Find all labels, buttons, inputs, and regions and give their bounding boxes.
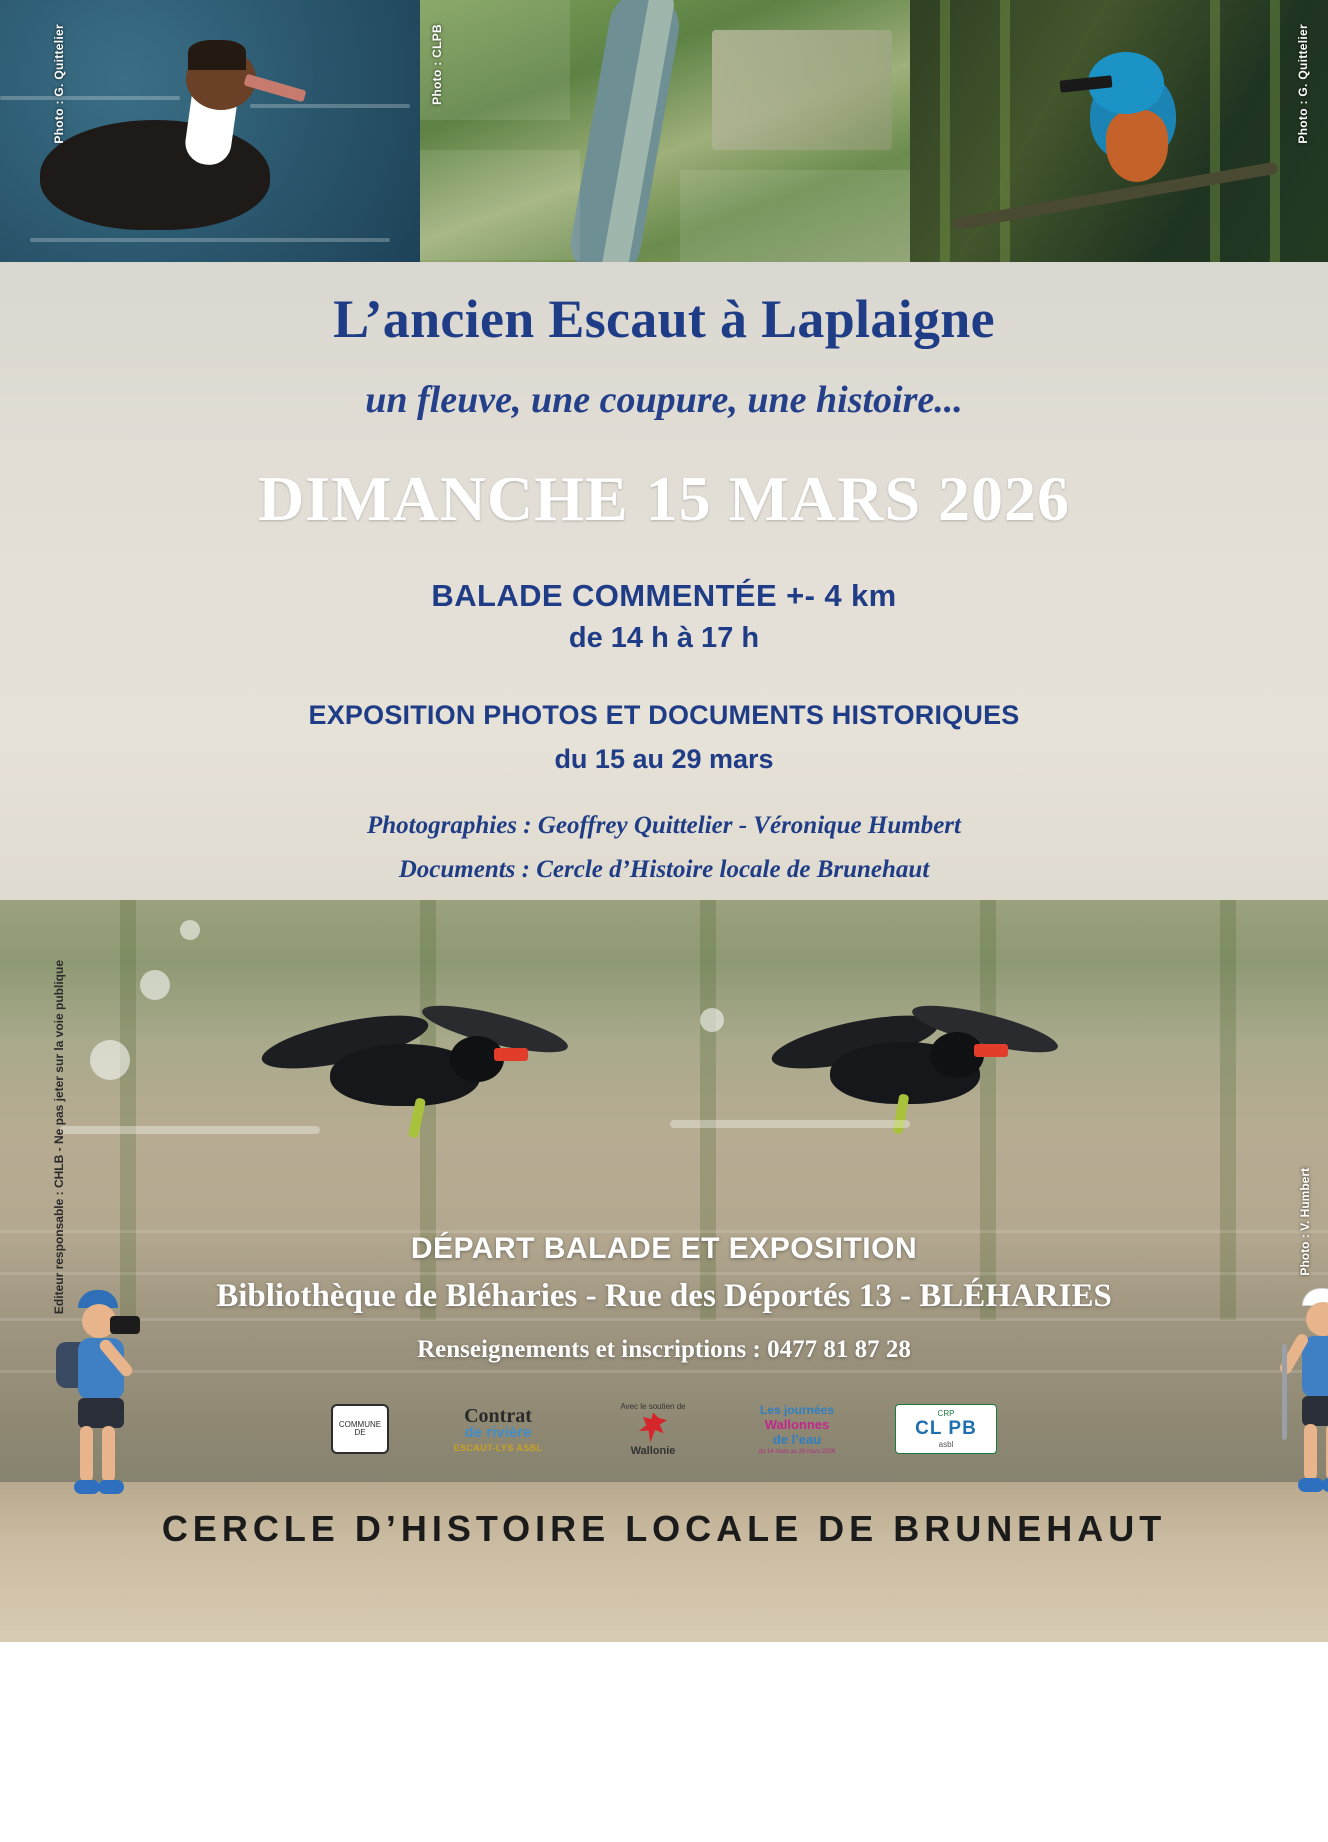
logo-contrat-de-riviere [423, 1405, 573, 1453]
reed-shape [1000, 0, 1010, 262]
walk-time: de 14 h à 17 h [568, 622, 760, 654]
photo-aerial-river [420, 0, 910, 262]
splash-drop [90, 1040, 130, 1080]
field-shape [420, 150, 580, 260]
splash-line [670, 1120, 910, 1128]
jwe-line4: du 14 mars au 29 mars 2026 [758, 1449, 836, 1455]
wallonie-label: Wallonie [630, 1444, 676, 1457]
reed-shape [1210, 0, 1220, 262]
top-photo-strip [0, 0, 1328, 262]
exposition-title: EXPOSITION PHOTOS ET DOCUMENTS HISTORIQUES [308, 700, 1020, 730]
reed-shape [940, 0, 950, 262]
water-sheen [0, 1370, 1328, 1373]
wallonie-support-text: Avec le soutien de [620, 1401, 686, 1411]
reed-shape [1270, 0, 1280, 262]
jwe-line3: de l’eau [772, 1432, 822, 1447]
shoe-shape [74, 1480, 100, 1494]
jwe-line2: Wallonnes [764, 1417, 830, 1432]
leg-shape [102, 1426, 115, 1482]
contrat-line2: de rivière [464, 1424, 532, 1441]
binoculars-icon [110, 1316, 140, 1334]
footer-white-band [0, 1642, 1328, 1842]
credit-documents: Documents : Cercle d’Histoire locale de Brunehaut [398, 856, 930, 883]
rooster-icon [639, 1413, 667, 1443]
shorts-shape [1302, 1396, 1328, 1426]
clpb-line1: CRP [937, 1409, 955, 1418]
water-sheen [0, 1318, 1328, 1321]
contrat-line3: ESCAUT-LYS ASBL [453, 1443, 543, 1453]
logo-commune-line1: COMMUNE DE [338, 1419, 382, 1437]
photo-credit-bottom-right: Photo : V. Humbert [1298, 1168, 1312, 1276]
poster-subtitle: un fleuve, une coupure, une histoire... [365, 379, 963, 421]
clpb-line3: asbl [938, 1440, 954, 1449]
logo-clpb [895, 1404, 997, 1454]
kingfisher-belly-shape [1106, 110, 1168, 182]
contrat-line1: Contrat [464, 1405, 532, 1427]
logo-wallonie [607, 1402, 699, 1457]
moorhen-beak-shape [974, 1044, 1008, 1057]
logo-row [0, 1386, 1328, 1472]
moorhen-beak-shape [494, 1048, 528, 1061]
ripple-line [30, 238, 390, 242]
ripple-line [0, 96, 180, 100]
splash-line [60, 1126, 320, 1134]
photo-credit-top-center: Photo : CLPB [430, 24, 444, 105]
leg-shape [80, 1426, 93, 1482]
ripple-line [250, 104, 410, 108]
village-shape [712, 30, 892, 150]
splash-drop [140, 970, 170, 1000]
shoe-shape [1298, 1478, 1324, 1492]
footer-band [0, 1482, 1328, 1642]
footer-organization: CERCLE D’HISTOIRE LOCALE DE BRUNEHAUT [161, 1508, 1167, 1549]
water-sheen [0, 1272, 1328, 1275]
departure-title: DÉPART BALADE ET EXPOSITION [410, 1232, 918, 1265]
leg-shape [1304, 1424, 1317, 1480]
photo-grebe [0, 0, 420, 262]
walk-title: BALADE COMMENTÉE +- 4 km [431, 578, 897, 613]
commune-seal-icon [331, 1404, 389, 1454]
exposition-dates: du 15 au 29 mars [554, 744, 774, 774]
photo-kingfisher [910, 0, 1328, 262]
shorts-shape [78, 1398, 124, 1428]
shoe-shape [98, 1480, 124, 1494]
logo-journees-wallonnes-de-leau [733, 1403, 861, 1455]
jwe-line1: Les journées [759, 1403, 835, 1417]
credit-photographers: Photographies : Geoffrey Quittelier - Véronique Humbert [367, 812, 961, 839]
event-date: DIMANCHE 15 MARS 2026 [257, 463, 1071, 534]
clpb-line2: CL PB [915, 1418, 977, 1439]
grebe-body-shape [40, 120, 270, 230]
photo-credit-top-right: Photo : G. Quittelier [1296, 24, 1310, 144]
logo-commune-brunehaut [331, 1404, 389, 1454]
field-shape [680, 170, 910, 262]
contact-info: Renseignements et inscriptions : 0477 81 87 28 [417, 1336, 911, 1363]
poster-title: L’ancien Escaut à Laplaigne [333, 289, 995, 349]
editor-responsible-note: Editeur responsable : CHLB - Ne pas jeter sur la voie publique [52, 960, 66, 1315]
splash-drop [700, 1008, 724, 1032]
photo-credit-top-left: Photo : G. Quittelier [52, 24, 66, 144]
grebe-crest-shape [188, 40, 246, 70]
splash-drop [180, 920, 200, 940]
walking-pole-shape [1282, 1344, 1287, 1440]
departure-address: Bibliothèque de Bléharies - Rue des Déportés 13 - BLÉHARIES [216, 1278, 1112, 1314]
grebe-beak-shape [244, 74, 307, 103]
